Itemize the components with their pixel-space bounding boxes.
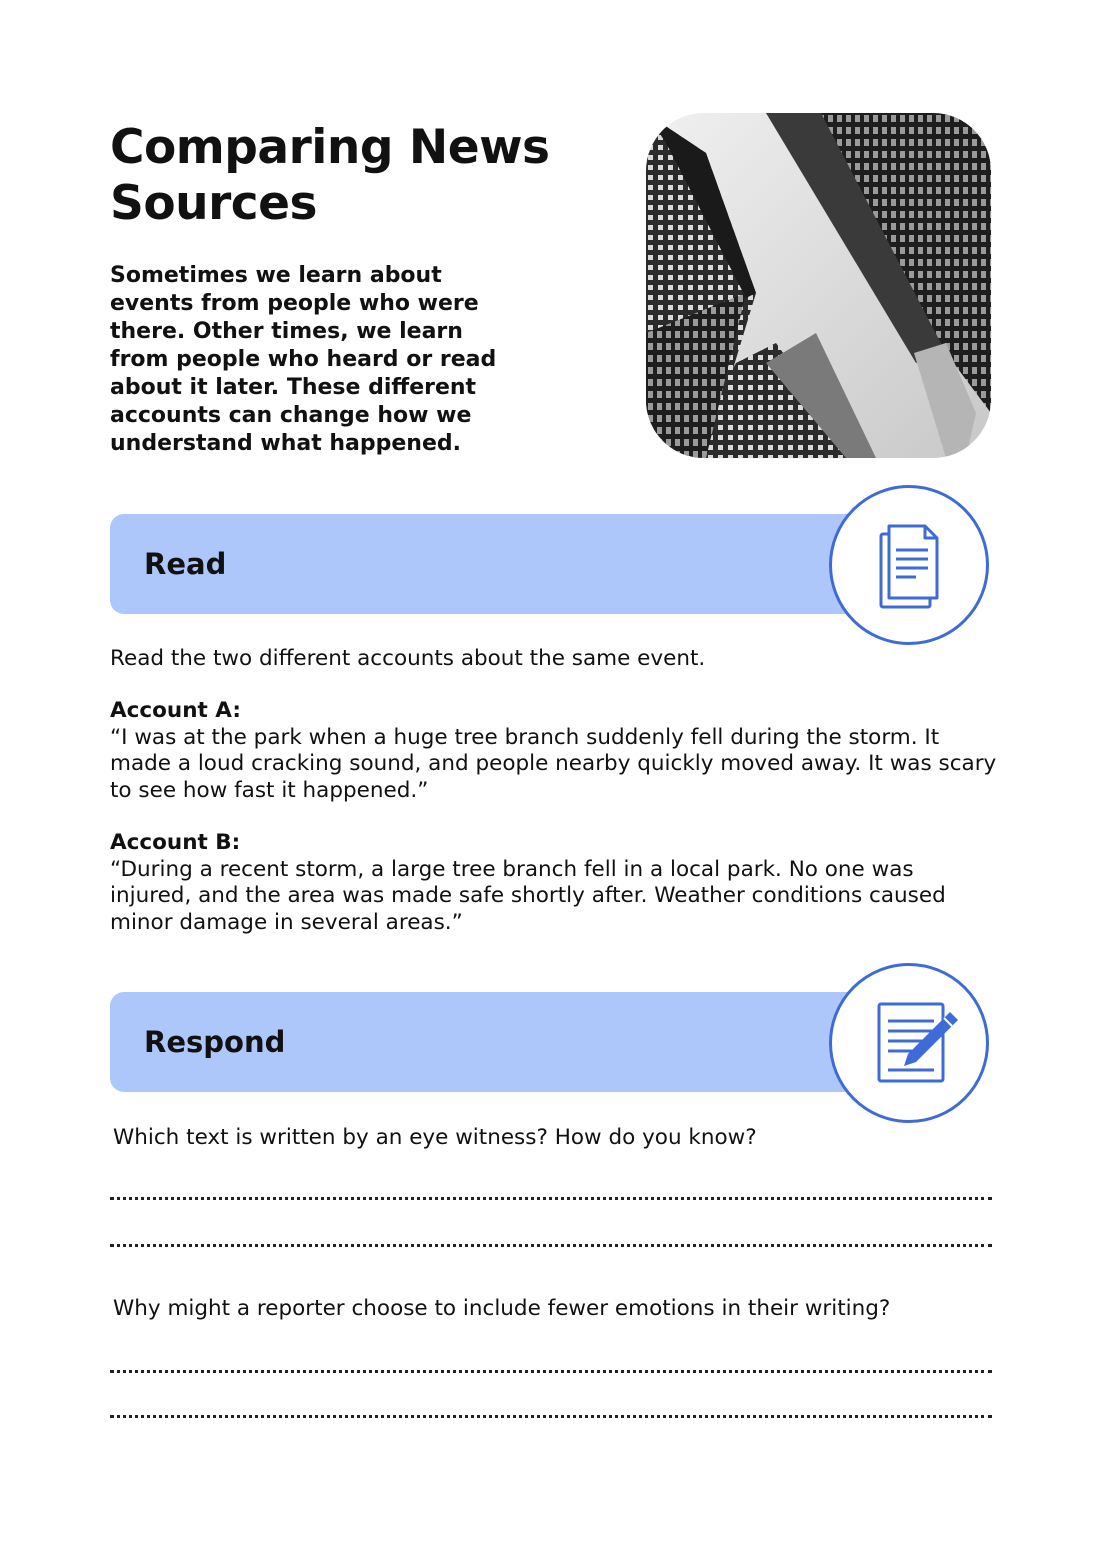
page-title: Comparing News Sources (110, 120, 550, 231)
account-b-text: “During a recent storm, a large tree branch fell in a local park. No one was injured, and the area was made safe shortly after. Weather conditions caused minor damage in several areas.” (110, 856, 946, 935)
answer-line-1a[interactable] (110, 1197, 992, 1200)
intro-paragraph: Sometimes we learn about events from people who were there. Other times, we learn from people who heard or read about it later. These different accounts can change how we understand what happened. (110, 263, 497, 456)
edit-document-pen-icon (829, 963, 989, 1123)
account-b (110, 830, 1000, 936)
respond-section-title: Respond (144, 1025, 286, 1059)
account-b-label: Account B: (110, 830, 241, 855)
read-instruction: Read the two different accounts about the same event. (110, 646, 706, 671)
question-1: Which text is written by an eye witness? How do you know? (113, 1125, 757, 1150)
account-a-text: “I was at the park when a huge tree branch suddenly fell during the storm. It made a loud cracking sound, and people nearby quickly moved away. It was scary to see how fast it happened.” (110, 724, 997, 803)
city-skyscrapers-photo (646, 113, 991, 458)
document-icon (829, 485, 989, 645)
answer-line-2b[interactable] (110, 1415, 992, 1418)
read-section-banner (110, 514, 910, 614)
answer-line-2a[interactable] (110, 1370, 992, 1373)
answer-line-1b[interactable] (110, 1244, 992, 1247)
account-a-label: Account A: (110, 698, 241, 723)
question-2: Why might a reporter choose to include fewer emotions in their writing? (113, 1296, 891, 1321)
account-a (110, 698, 1000, 804)
respond-section-banner (110, 992, 910, 1092)
read-section-title: Read (144, 547, 227, 581)
